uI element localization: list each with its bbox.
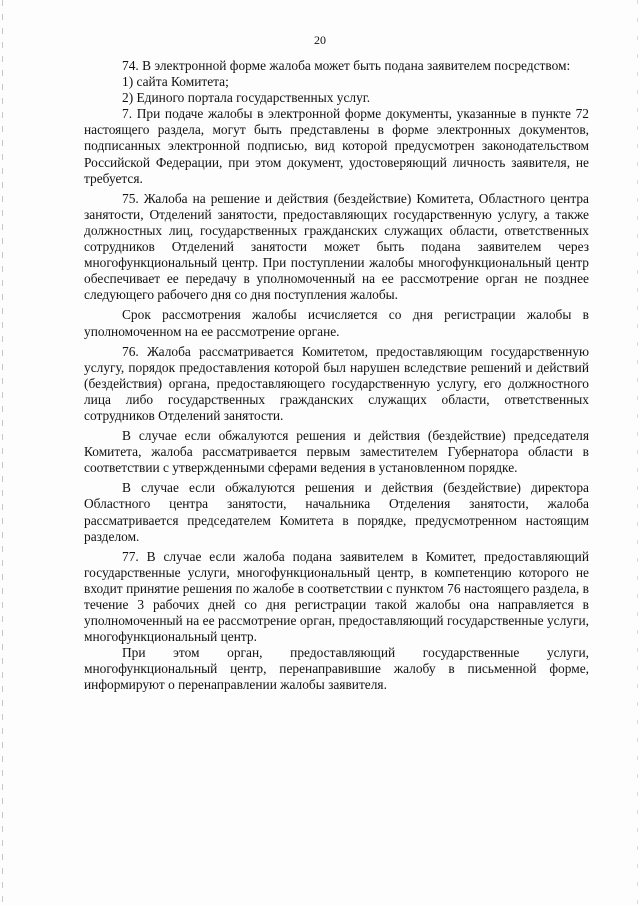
page-number: 20	[314, 33, 326, 47]
paragraph-75: 75. Жалоба на решение и действия (бездействие) Комитета, Областного центра занятости, Отделений занятости, предоставляющих государственную услугу, а также должностных лиц, государственных гражданских служащих области, ответственных сотрудников Отделений занятости может быть подана заявителем через многофункциональный центр. При поступлении жалобы многофункциональный центр обеспечивает ее передачу в уполномоченный на ее рассмотрение орган не позднее следующего рабочего дня со дня поступления жалобы.	[84, 190, 589, 303]
paragraph-review-term: Срок рассмотрения жалобы исчисляется со дня регистрации жалобы в уполномоченном на ее рассмотрение органе.	[84, 307, 589, 339]
scan-edge-left	[2, 0, 3, 905]
list-item-2: 2) Единого портала государственных услуг.	[122, 90, 371, 106]
paragraph-chairman-complaint: В случае если обжалуются решения и действия (бездействие) председателя Комитета, жалоба рассматривается первым заместителем Губернатора области в соответствии с утвержденными сферами ведения в установленном порядке.	[84, 428, 589, 476]
paragraph-76: 76. Жалоба рассматривается Комитетом, предоставляющим государственную услугу, порядок предоставления которой был нарушен вследствие решений и действий (бездействия) органа, предоставляющего государственную услугу, его должностного лица либо государственных гражданских служащих области, ответственных сотрудников Отделений занятости.	[84, 343, 589, 423]
paragraph-redirect-notice: При этом орган, предоставляющий государственные услуги, многофункциональный центр, перенаправившие жалобу в письменной форме, информируют о перенаправлении жалобы заявителя.	[84, 645, 589, 693]
paragraph-7: 7. При подаче жалобы в электронной форме документы, указанные в пункте 72 настоящего раздела, могут быть представлены в форме электронных документов, подписанных электронной подписью, вид которой предусмотрен законодательством Российской Федерации, при этом документ, удостоверяющий личность заявителя, не требуется.	[84, 106, 589, 186]
document-text	[84, 58, 589, 694]
paragraph-director-complaint: В случае если обжалуются решения и действия (бездействие) директора Областного центра занятости, начальника Отделения занятости, жалоба рассматривается председателем Комитета в порядке, предусмотренном настоящим разделом.	[84, 480, 589, 544]
list-item-1: 1) сайта Комитета;	[122, 74, 229, 90]
paragraph-77: 77. В случае если жалоба подана заявителем в Комитет, предоставляющий государственные услуги, многофункциональный центр, в компетенцию которого не входит принятие решения по жалобе в соответствии с пунктом 76 настоящего раздела, в течение 3 рабочих дней со дня регистрации такой жалобы она направляется в уполномоченный на ее рассмотрение орган, предоставляющий государственные услуги, многофункциональный центр.	[84, 548, 589, 645]
scan-edge-right	[637, 0, 638, 905]
paragraph-74: 74. В электронной форме жалоба может быть подана заявителем посредством:	[122, 58, 571, 73]
